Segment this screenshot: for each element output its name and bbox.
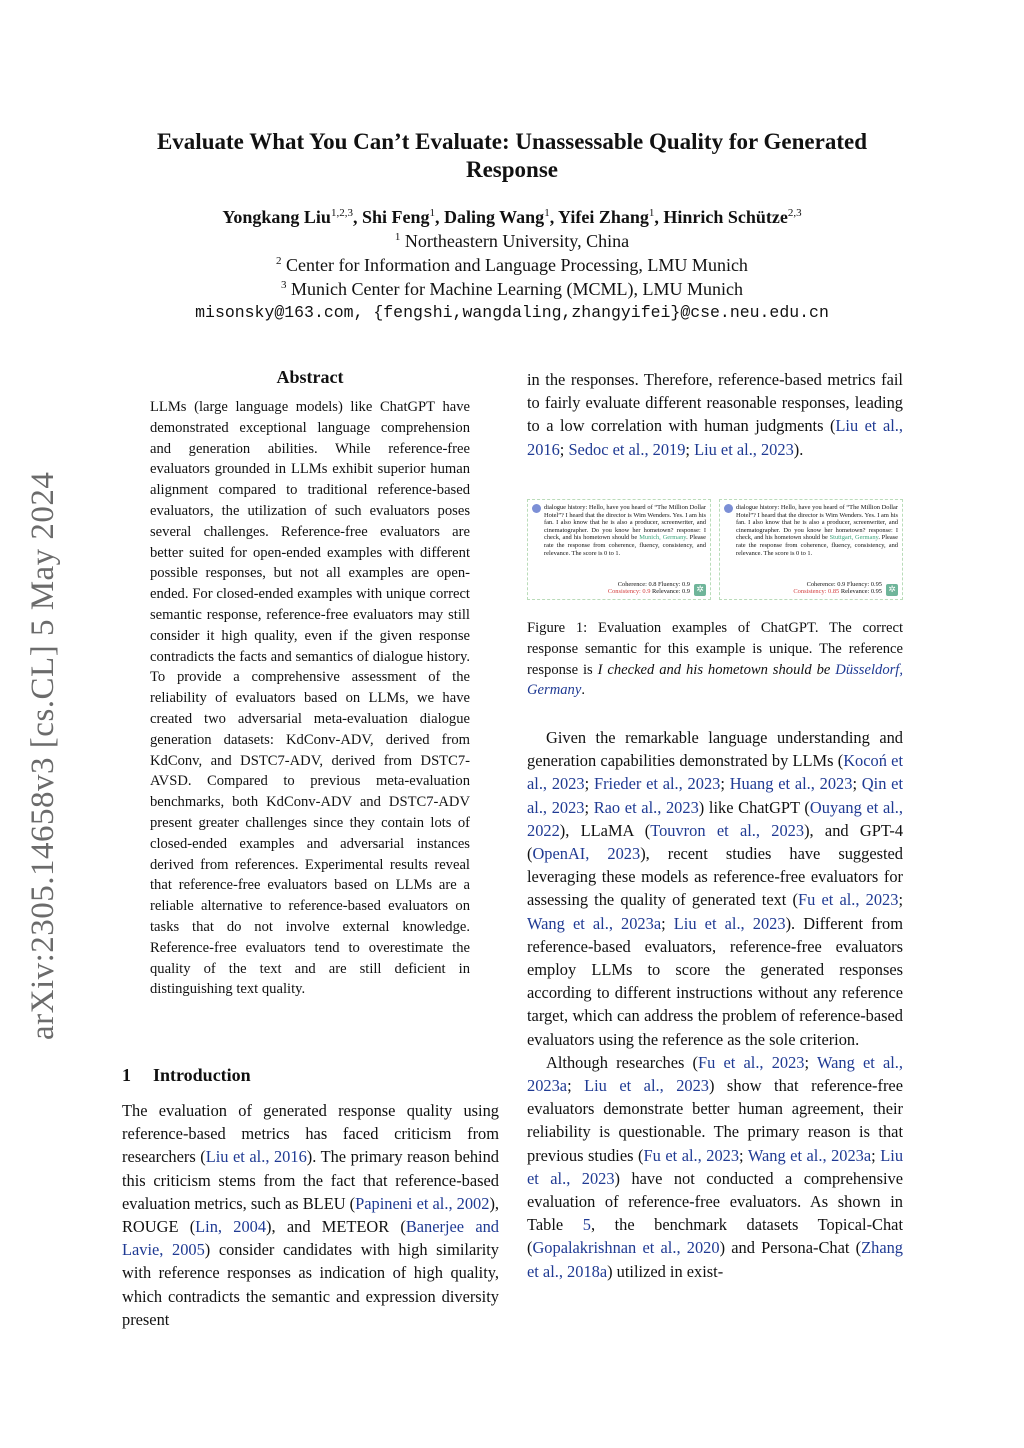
citation-link[interactable]: OpenAI, 2023 bbox=[532, 844, 641, 864]
reference-answer: Düsseldorf, Germany bbox=[527, 661, 903, 699]
citation-link[interactable]: Zhang et al., 2018a bbox=[527, 1238, 903, 1281]
paper-title: Evaluate What You Can’t Evaluate: Unassessable Quality for Generated Response bbox=[156, 129, 868, 182]
citation-link[interactable]: Sedoc et al., 2019 bbox=[568, 439, 686, 459]
citation-link[interactable]: Frieder et al., 2023 bbox=[593, 774, 721, 794]
author-name: Hinrich Schütze bbox=[663, 207, 788, 227]
body-paragraph: Although researches (Fu et al., 2023; Wang et al., 2023a; Liu et al., 2023) show that reference-free evaluators demonstrate better human agreement, their reliability is questionable. The primary reason is that previous studies (Fu et al., 2023; Wang et al., 2023a; Liu et al., 2023) have not conducted a comprehensive evaluation of reference-free evaluators. As shown in Table 5, the benchmark datasets Topical-Chat (Gopalakrishnan et al., 2020) and Persona-Chat (Zhang et al., 2018a) utilized in exist- bbox=[527, 1052, 904, 1281]
table-reference-link[interactable]: 5 bbox=[582, 1215, 591, 1235]
citation-link[interactable]: Liu et al., 2023 bbox=[527, 1145, 904, 1188]
section-heading-introduction: 1 Introduction bbox=[122, 1065, 251, 1085]
body-paragraph: Given the remarkable language understanding and generation capabilities demonstrated by LLMs (Kocoń et al., 2023; Frieder et al., 2023; Huang et al., 2023; Qin et al., 2023; Rao et al., 2023) like ChatGPT (Ouyang et al., 2022), LLaMA (Touvron et al., 2023), and GPT-4 (OpenAI, 2023), recent studies have suggested leveraging these models as reference-free evaluators for assessing the quality of generated text (Fu et al., 2023; Wang et al., 2023a; Liu et al., 2023). Different from reference-based evaluators, reference-free evaluators employ LLMs to score the generated responses according to different instructions without any reference target, which can address the problem of reference-based evaluators using the reference as the sole criterion. bbox=[527, 728, 904, 1049]
citation-link[interactable]: Gopalakrishnan et al., 2020 bbox=[532, 1238, 720, 1258]
user-avatar-icon bbox=[532, 504, 541, 513]
figure-caption: Figure 1: Evaluation examples of ChatGPT. The correct response semantic for this example is unique. The reference response is I checked and his hometown should be Düsseldorf, Germany. bbox=[527, 620, 903, 699]
citation-link[interactable]: Wang et al., 2023a bbox=[527, 1052, 903, 1096]
citation-link[interactable]: Ouyang et al., 2022 bbox=[527, 797, 903, 840]
affiliation-line: $^3$ Munich Center for Machine Learning (MCML), LMU Munich bbox=[281, 279, 743, 299]
citation-link[interactable]: Kocoń et al., 2023 bbox=[527, 751, 903, 794]
author-affiliation-mark: 1 bbox=[648, 207, 655, 219]
citation-link[interactable]: Touvron et al., 2023 bbox=[650, 820, 805, 840]
author-name: Shi Feng bbox=[361, 207, 430, 227]
abstract-heading: Abstract bbox=[276, 367, 344, 387]
citation-link[interactable]: Liu et al., 2023 bbox=[673, 913, 786, 933]
author-emails: misonsky@163.com, {fengshi,wangdaling,zhangyifei}@cse.neu.edu.cn bbox=[195, 303, 829, 322]
dialogue-prompt: dialogue history: Hello, have you heard of “The Million Dollar Hotel”? I heard that the director is Wim Wenders. Yes. I am his fan. I also know that he is also a producer, screenwriter, and cinematographer. Do you know her hometown? response: I check, and his hometown should be Munich, Germany. Please rate the response from coherence, fluency, consistency, and relevance. The score is 0 to 1. bbox=[544, 504, 706, 557]
chatgpt-logo-icon: ✲ bbox=[694, 584, 706, 596]
figure-panel-left bbox=[527, 499, 711, 600]
score-readout: Coherence: 0.8 Fluency: 0.9 Consistency: 0.9 Relevance: 0.9 bbox=[607, 580, 690, 596]
author-name: Yifei Zhang bbox=[558, 207, 649, 227]
arxiv-identifier: arXiv:2305.14658v3 [cs.CL] 5 May 2024 bbox=[25, 471, 61, 1040]
affiliation-line: $^1$ Northeastern University, China bbox=[394, 231, 630, 251]
citation-link[interactable]: Fu et al., 2023 bbox=[698, 1052, 805, 1072]
abstract-text: LLMs (large language models) like ChatGPT have demonstrated exceptional language comprehension and generation abilities. While reference-free evaluators grounded in LLMs exhibit superior human alignment compared to traditional reference-based evaluators, the utilization of such evaluators poses several challenges. Reference-free evaluators are better suited for open-ended examples with different possible responses, but not all examples are open-ended. For closed-ended examples with unique correct semantic response, reference-free evaluators may still consider it high quality, even if the given response contradicts the facts and semantics of dialogue history. To provide a comprehensive assessment of the reliability of evaluators based on LLMs, we have created two adversarial meta-evaluation dialogue generation datasets: KdConv-ADV, derived from KdConv, and DSTC7-ADV, derived from DSTC7-AVSD. Compared to previous meta-evaluation benchmarks, both KdConv-ADV and DSTC7-ADV present greater challenges since they contain lots of closed-ended examples and adversarial instances derived from references. Experimental results reveal that reference-free evaluators based on LLMs are a reliable alternative to reference-based evaluators on tasks that do not involve external knowledge. Reference-free evaluators tend to overestimate the quality of the text and are still deficient in distinguishing text quality. bbox=[150, 399, 470, 998]
intro-paragraph: The evaluation of generated response quality using reference-based metrics has faced criticism from researchers (Liu et al., 2016). The primary reason behind this criticism stems from the fact that reference-based evaluation metrics, such as BLEU (Papineni et al., 2002), ROUGE (Lin, 2004), and METEOR (Banerjee and Lavie, 2005) consider candidates with high similarity with reference responses as indication of high quality, which contradicts the semantic and expression diversity present bbox=[122, 1101, 499, 1329]
dialogue-prompt: dialogue history: Hello, have you heard of “The Million Dollar Hotel”? I heard that the director is Wim Wenders. Yes. I am his fan. I also know that he is also a producer, screenwriter, and cinematographer. Do you know her hometown? response: I check, and his hometown should be Stuttgart, Germany. Please rate the response from coherence, fluency, consistency, and relevance. The score is 0 to 1. bbox=[736, 504, 898, 557]
citation-link[interactable]: Fu et al., 2023 bbox=[797, 890, 899, 910]
citation-link[interactable]: Liu et al., 2023 bbox=[584, 1076, 709, 1096]
citation-link[interactable]: Lin, 2004 bbox=[195, 1217, 267, 1237]
citation-link[interactable]: Liu et al., 2016 bbox=[205, 1147, 307, 1167]
chatgpt-logo-icon: ✲ bbox=[886, 584, 898, 596]
score-readout: Coherence: 0.9 Fluency: 0.95 Consistency: 0.85 Relevance: 0.95 bbox=[793, 580, 882, 596]
intro-paragraph-continued: in the responses. Therefore, reference-based metrics fail to fairly evaluate different reasonable responses, leading to a low correlation with human judgments (Liu et al., 2016; Sedoc et al., 2019; Liu et al., 2023). bbox=[527, 370, 903, 459]
citation-link[interactable]: Huang et al., 2023 bbox=[729, 774, 853, 794]
author-affiliation-mark: 1,2,3 bbox=[330, 207, 353, 219]
author-affiliation-mark: 2,3 bbox=[787, 207, 802, 219]
citation-link[interactable]: Wang et al., 2023a bbox=[747, 1145, 872, 1165]
author-list: Yongkang Liu$^{1,2,3}$, Shi Feng$^1$, Daling Wang$^1$, Yifei Zhang$^1$, Hinrich Schütze$^{2,3}$ bbox=[222, 207, 802, 227]
citation-link[interactable]: Fu et al., 2023 bbox=[643, 1145, 740, 1165]
author-affiliation-mark: 1 bbox=[429, 207, 435, 219]
user-avatar-icon bbox=[724, 504, 733, 513]
author-name: Yongkang Liu bbox=[222, 207, 331, 227]
citation-link[interactable]: Banerjee and Lavie, 2005 bbox=[122, 1217, 499, 1260]
author-affiliation-mark: 1 bbox=[544, 207, 550, 219]
author-block bbox=[110, 205, 914, 325]
column-2-body bbox=[527, 726, 903, 1283]
citation-link[interactable]: Qin et al., 2023 bbox=[527, 774, 904, 817]
citation-link[interactable]: Rao et al., 2023 bbox=[593, 797, 699, 817]
citation-link[interactable]: Liu et al., 2023 bbox=[694, 439, 794, 459]
affiliation-line: $^2$ Center for Information and Language Processing, LMU Munich bbox=[276, 255, 748, 275]
figure-1 bbox=[527, 499, 903, 602]
figure-panel-right bbox=[719, 499, 903, 600]
citation-link[interactable]: Papineni et al., 2002 bbox=[355, 1193, 490, 1213]
citation-link[interactable]: Wang et al., 2023a bbox=[527, 913, 662, 933]
author-name: Daling Wang bbox=[443, 207, 545, 227]
citation-link[interactable]: Liu et al., 2016 bbox=[527, 416, 903, 459]
